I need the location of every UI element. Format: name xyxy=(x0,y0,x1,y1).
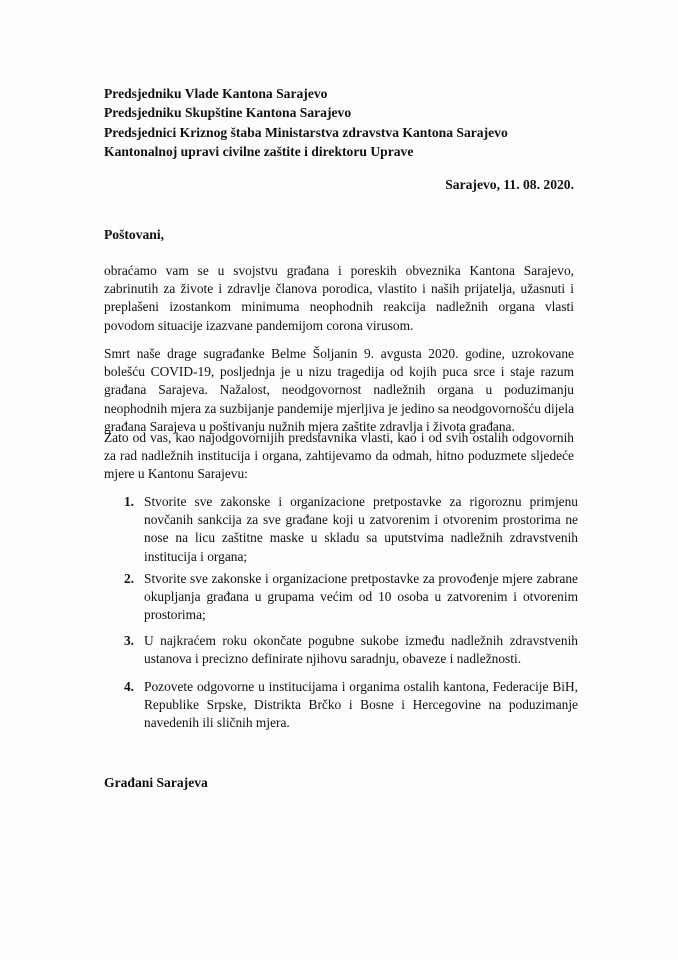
demand-number: 4. xyxy=(123,679,134,694)
demand-number: 2. xyxy=(123,571,134,586)
demand-item xyxy=(104,493,578,566)
salutation: Poštovani, xyxy=(104,227,165,242)
body-paragraph: Smrt naše drage sugrađanke Belme Šoljanin 9. avgusta 2020. godine, uzrokovane bolešću COVID-19, posljednja je u nizu tragedija od kojih puca srce i staje razum građana Sarajeva. Nažalost, neodgovornost nadležnih organa u poduzimanju neophodnih mjera za suzbijanje pandemije mjerljiva je jedino sa neodgovornošću dijela građana Sarajeva u poštivanju nužnih mjera zaštite zdravlja i života građana. xyxy=(104,346,575,434)
demand-item xyxy=(104,570,578,625)
demand-number: 3. xyxy=(123,633,134,648)
demand-item xyxy=(104,678,578,733)
recipient-line: Predsjedniku Vlade Kantona Sarajevo xyxy=(104,86,328,101)
recipient-line: Predsjedniku Skupštine Kantona Sarajevo xyxy=(104,105,352,121)
demand-number: 1. xyxy=(123,494,134,509)
recipient-line: Predsjednici Kriznog štaba Ministarstva zdravstva Kantona Sarajevo xyxy=(104,124,508,140)
demand-text: Stvorite sve zakonske i organizacione pretpostavke za provođenje mjere zabrane okupljanja građana u grupama većim od 10 osoba u zatvorenim i otvorenim prostorima; xyxy=(144,571,578,623)
demand-item xyxy=(104,632,578,668)
signature: Građani Sarajeva xyxy=(104,775,208,790)
body-paragraph: obraćamo vam se u svojstvu građana i poreskih obveznika Kantona Sarajevo, zabrinutih za živote i zdravlje članova porodica, vlastito i naših prijatelja, užasnuti i preplašeni izostankom minimuma neophodnih reakcija nadležnih organa vlasti povodom situacije izazvane pandemijom corona virusom. xyxy=(104,263,574,333)
letter-date: Sarajevo, 11. 08. 2020. xyxy=(445,177,574,192)
demand-text: U najkraćem roku okončate pogubne sukobe između nadležnih zdravstvenih ustanova i precizno definirate njihovu saradnju, obaveze i nadležnosti. xyxy=(144,633,578,667)
recipients-block xyxy=(104,84,624,162)
demand-text: Pozovete odgovorne u institucijama i organima ostalih kantona, Federacije BiH, Republike Srpske, Distrikta Brčko i Bosne i Hercegovine na poduzimanje navedenih ili sličnih mjera. xyxy=(144,679,578,731)
demand-text: Stvorite sve zakonske i organizacione pretpostavke za rigoroznu primjenu novčanih sankcija za sve građane koji u zatvorenim i otvorenim prostorima ne nose na licu zaštitne maske u skladu sa uputstvima nadležnih zdravstvenih institucija i organa; xyxy=(144,494,578,564)
body-paragraph: Zato od vas, kao najodgovornijih predstavnika vlasti, kao i od svih ostalih odgovornih za rad nadležnih institucija i organa, zahtijevamo da odmah, hitno poduzmete sljedeće mjere u Kantonu Sarajevu: xyxy=(104,430,574,482)
recipient-line: Kantonalnoj upravi civilne zaštite i direktoru Uprave xyxy=(104,144,414,160)
